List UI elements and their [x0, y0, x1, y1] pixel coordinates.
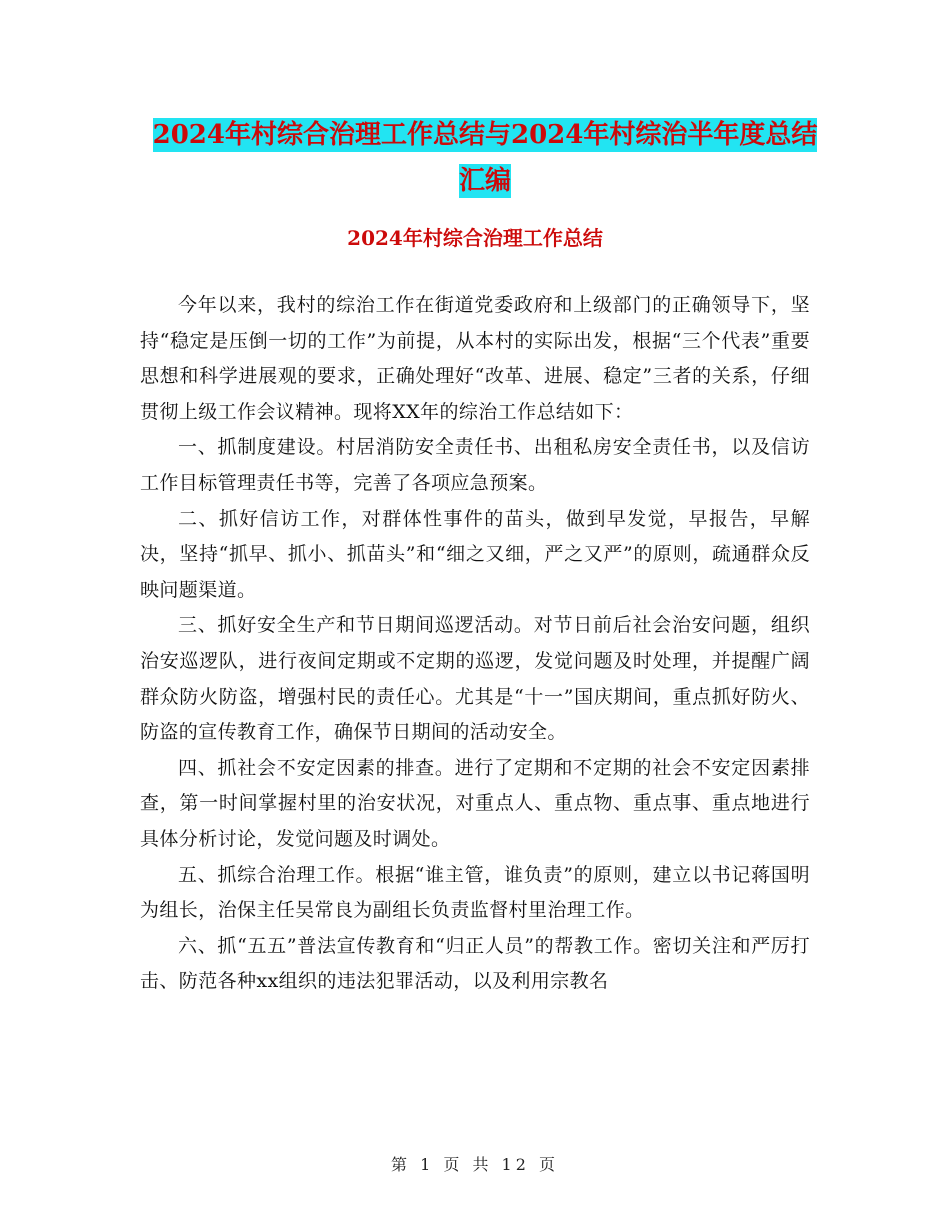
- section-title: 2024年村综合治理工作总结: [347, 226, 603, 250]
- paragraph-item-1: 一、抓制度建设。村居消防安全责任书、出租私房安全责任书，以及信访工作目标管理责任书等，完善了各项应急预案。: [140, 436, 810, 494]
- paragraph-item-3: 三、抓好安全生产和节日期间巡逻活动。对节日前后社会治安问题，组织治安巡逻队，进行夜间定期或不定期的巡逻，发觉问题及时处理，并提醒广阔群众防火防盗，增强村民的责任心。尤其是“十一”国庆期间，重点抓好防火、防盗的宣传教育工作，确保节日期间的活动安全。: [140, 614, 810, 744]
- main-title-highlight: 2024年村综合治理工作总结与2024年村综治半年度总结汇编: [152, 120, 818, 196]
- paragraph-intro: 今年以来，我村的综治工作在街道党委政府和上级部门的正确领导下，坚持“稳定是压倒一切的工作”为前提，从本村的实际出发，根据“三个代表”重要思想和科学进展观的要求，正确处理好“改革、进展、稳定”三者的关系，仔细贯彻上级工作会议精神。现将XX年的综治工作总结如下：: [140, 294, 810, 423]
- paragraph-item-6: 六、抓“五五”普法宣传教育和“归正人员”的帮教工作。密切关注和严厉打击、防范各种xx组织的违法犯罪活动，以及利用宗教名: [140, 934, 810, 993]
- body-text: [140, 288, 810, 1000]
- paragraph-item-2: 二、抓好信访工作，对群体性事件的苗头，做到早发觉，早报告，早解决，坚持“抓早、抓小、抓苗头”和“细之又细，严之又严”的原则，疏通群众反映问题渠道。: [140, 507, 810, 601]
- page-footer: 第 1 页 共 12 页: [391, 1155, 559, 1174]
- paragraph-item-4: 四、抓社会不安定因素的排查。进行了定期和不定期的社会不安定因素排查，第一时间掌握村里的治安状况，对重点人、重点物、重点事、重点地进行具体分析讨论，发觉问题及时调处。: [140, 756, 810, 850]
- paragraph-item-5: 五、抓综合治理工作。根据“谁主管，谁负责”的原则，建立以书记蒋国明为组长，治保主任吴常良为副组长负责监督村里治理工作。: [140, 863, 810, 922]
- document-main-title: [140, 112, 830, 204]
